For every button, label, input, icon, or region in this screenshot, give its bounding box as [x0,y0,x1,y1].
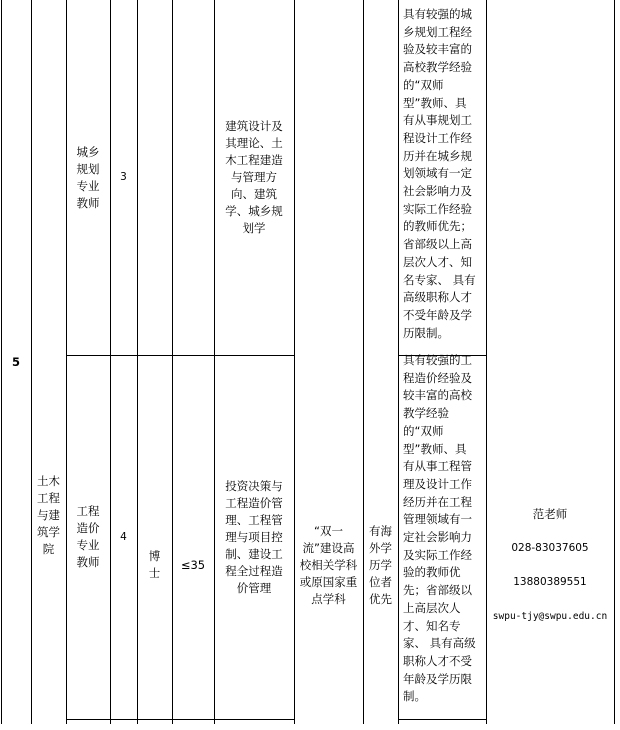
row-number: 5 [11,354,20,369]
contact-name: 范老师 [532,506,568,521]
position-count: 4 [120,530,127,543]
position-requirements: 具有较强的城 乡规划工程经 验及较丰富的 高校教学经验 的“双师 型”教师、具 有从事规划工 程设计工作经 历并在城乡规 划领域有一定 社会影响力及 实际工作经验 的教师优先； 省部级以上高 层次人才、知 名专家、 具有 高级职称人才 不受年龄及学 历限制。 [403,7,476,340]
age-limit: ≤35 [180,557,206,572]
degree: 博 士 [148,549,161,580]
overseas-preference: 有海 外学 历学 位者 优先 [369,523,392,606]
grid-line [398,719,486,720]
grid-line [398,0,399,724]
contact-email: swpu-tjy@swpu.edu.cn [492,610,608,622]
position-name: 工程 造价 专业 教师 [76,504,100,569]
position-major: 建筑设计及 其理论、土 木工程建造 与管理方 向、建筑 学、城乡规 划学 [225,119,283,235]
grid-line [614,0,615,724]
position-name: 城乡 规划 专业 教师 [76,144,100,210]
discipline-preference: “双一 流”建设高 校相关学科 或原国家重 点学科 [299,523,358,606]
college-name: 土木 工程 与建 筑学 院 [37,473,60,556]
contact [486,400,614,730]
contact-phone: 028-83037605 [511,541,589,554]
position-count: 3 [120,171,127,183]
position-requirements: 具有较强的工 程造价经验及 较丰富的高校 教学经验 的“双师 型”教师、具 有从事工程管 理及设计工作 经历并在工程 管理领域有一 定社会影响力 及实际工作经 验的教师优 先；省部级以 上高层次人 才、知名专 家、 具有高级 职称人才不受 年龄及学历限 制。 [403,353,476,704]
contact-mobile: 13880389551 [513,575,587,588]
position-major: 投资决策与 工程造价管 理、工程管 理与项目控 制、建设工 程全过程造 价管理 [225,478,283,595]
